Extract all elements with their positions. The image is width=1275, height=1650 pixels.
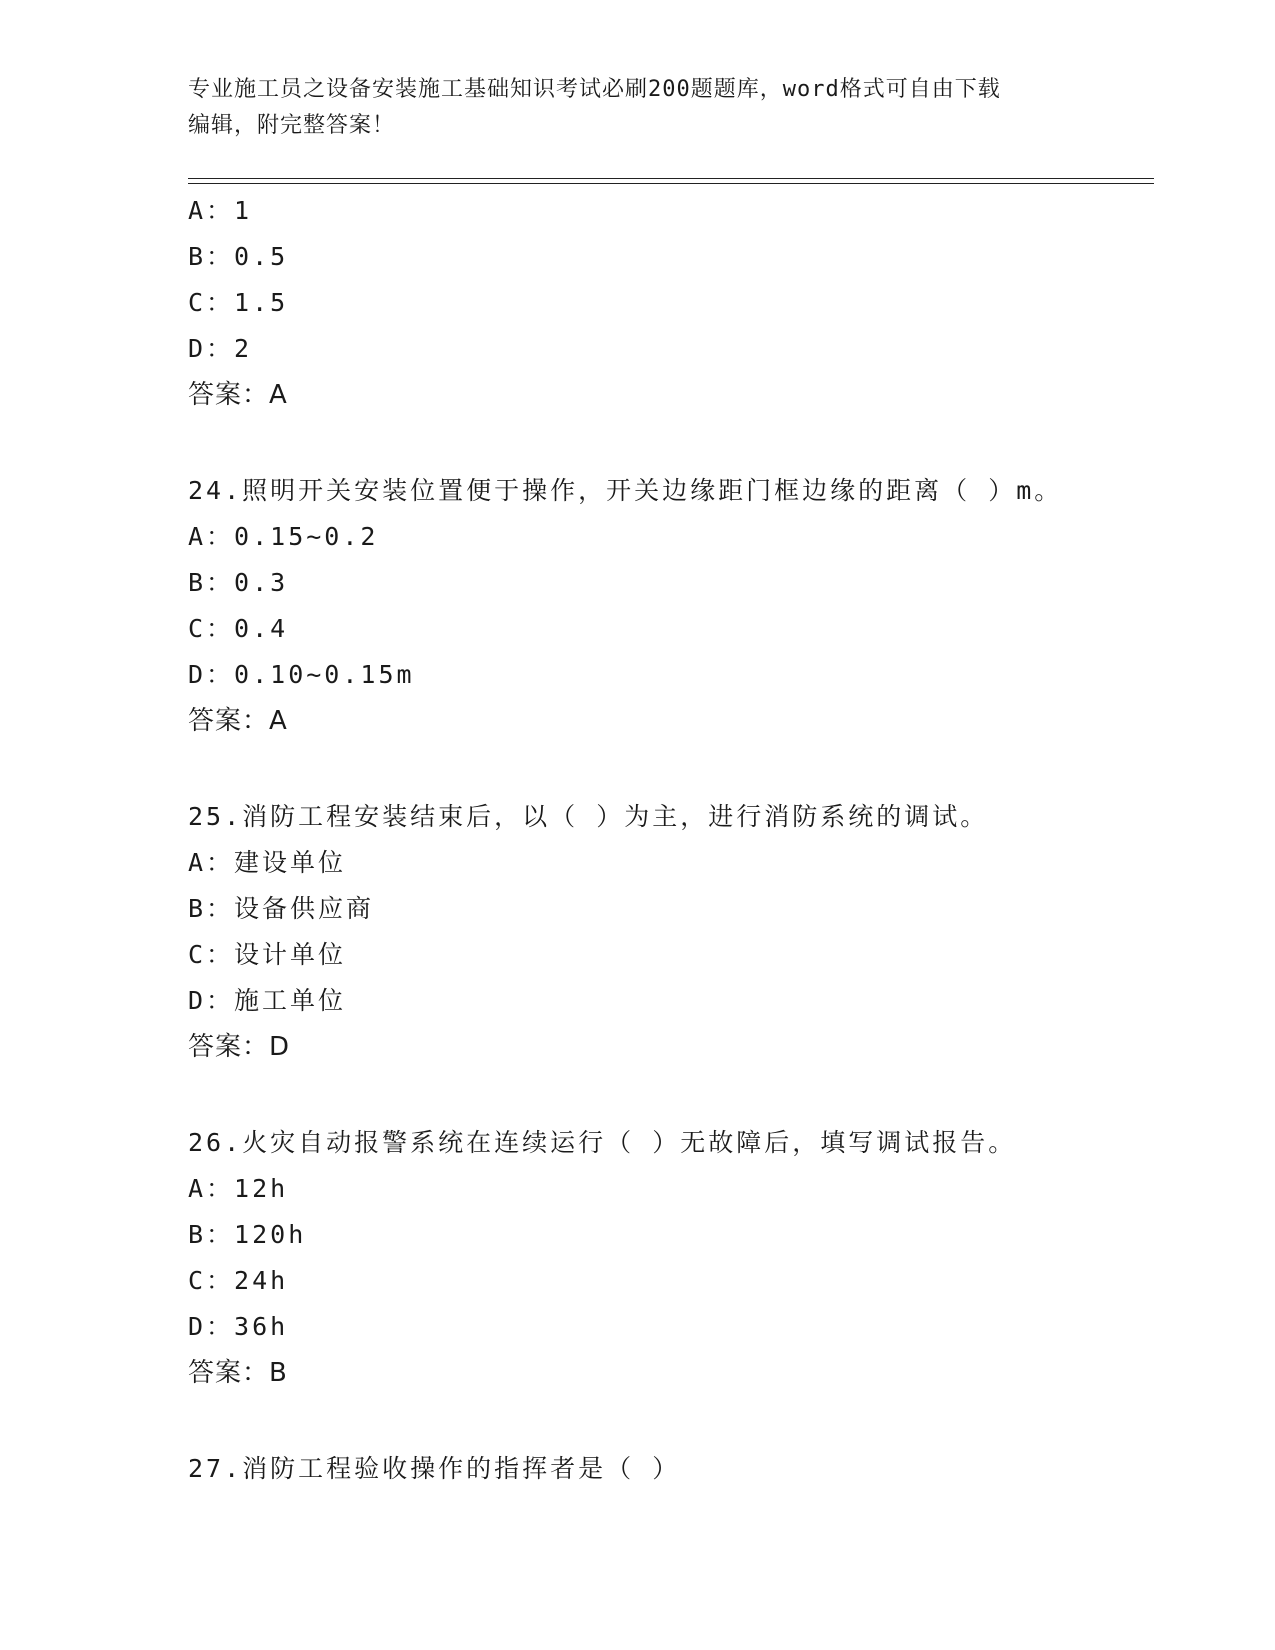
question-block-26 [188, 1120, 1148, 1396]
answer-line: 答案：B [188, 1358, 288, 1388]
option-b: B：设备供应商 [188, 894, 375, 923]
question-block-27 [188, 1446, 1148, 1492]
header-double-rule [188, 178, 1154, 184]
header-title-line-1: 专业施工员之设备安装施工基础知识考试必刷200题题库，word格式可自由下载 [188, 77, 1001, 102]
document-header [188, 72, 1068, 144]
question-list [188, 188, 1148, 1492]
option-b: B：0.5 [188, 242, 289, 271]
option-b: B：120h [188, 1220, 307, 1249]
question-stem: 27.消防工程验收操作的指挥者是（ ） [188, 1454, 681, 1483]
question-block-25 [188, 794, 1148, 1070]
question-block-24 [188, 468, 1148, 744]
option-c: C：1.5 [188, 288, 289, 317]
option-d: D：2 [188, 334, 253, 363]
spacer [188, 1070, 1148, 1120]
option-a: A：12h [188, 1174, 289, 1203]
spacer [188, 744, 1148, 794]
header-title-line-2: 编辑，附完整答案！ [188, 113, 396, 138]
option-d: D：0.10~0.15m [188, 660, 415, 689]
spacer [188, 418, 1148, 468]
question-stem: 26.火灾自动报警系统在连续运行（ ）无故障后，填写调试报告。 [188, 1128, 1017, 1157]
option-c: C：0.4 [188, 614, 289, 643]
option-a: A：1 [188, 196, 253, 225]
answer-line: 答案：A [188, 380, 288, 410]
spacer [188, 1396, 1148, 1446]
question-block-continued [188, 188, 1148, 418]
option-a: A：建设单位 [188, 848, 347, 877]
option-b: B：0.3 [188, 568, 289, 597]
question-stem: 25.消防工程安装结束后，以（ ）为主，进行消防系统的调试。 [188, 802, 989, 831]
answer-line: 答案：A [188, 706, 288, 736]
question-stem: 24.照明开关安装位置便于操作，开关边缘距门框边缘的距离（ ）m。 [188, 476, 1063, 505]
option-d: D：施工单位 [188, 986, 347, 1015]
option-d: D：36h [188, 1312, 289, 1341]
option-c: C：24h [188, 1266, 289, 1295]
option-a: A：0.15~0.2 [188, 522, 379, 551]
option-c: C：设计单位 [188, 940, 347, 969]
answer-line: 答案：D [188, 1032, 291, 1062]
